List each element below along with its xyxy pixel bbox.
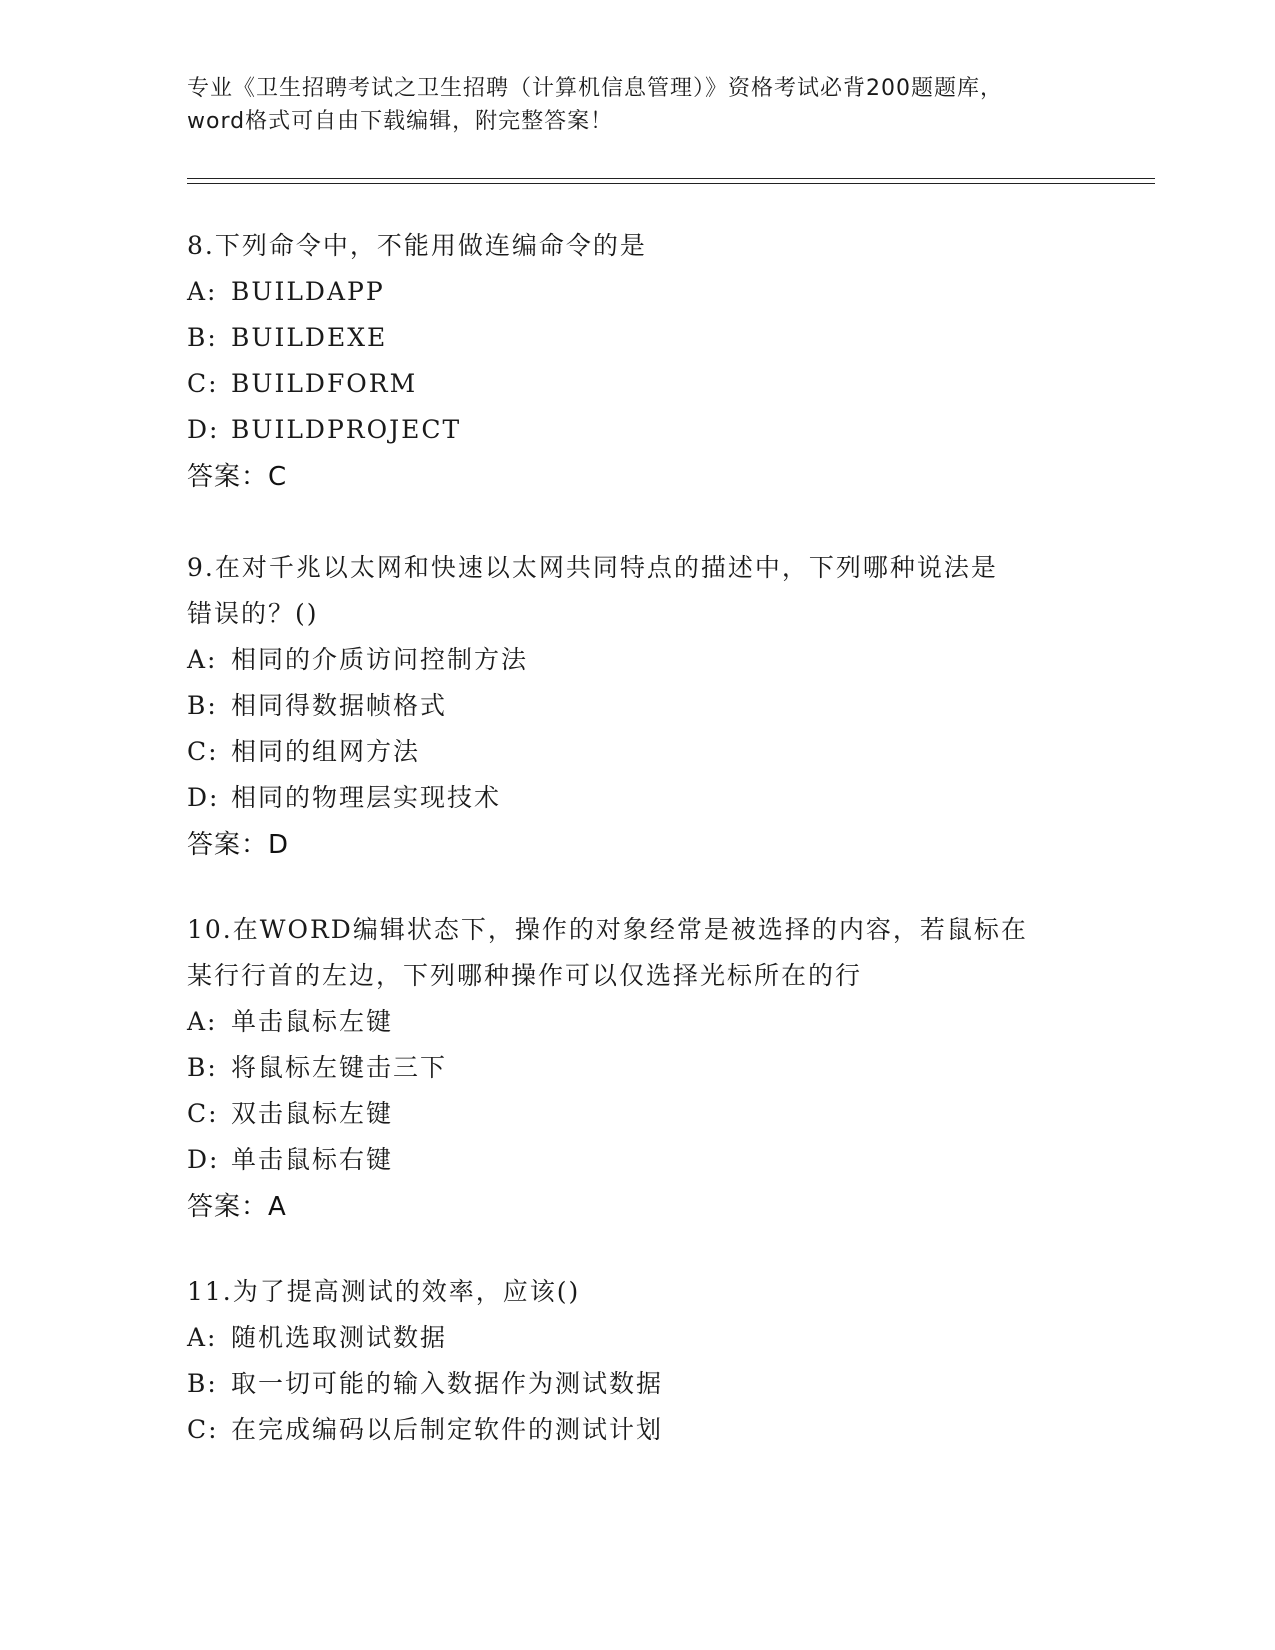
option-text: BUILDPROJECT: [231, 415, 462, 444]
question-10: [187, 914, 1087, 1224]
question-stem: 11.为了提高测试的效率，应该(): [187, 1277, 581, 1306]
option-text: BUILDEXE: [231, 323, 388, 352]
question-stem-continued: 某行行首的左边，下列哪种操作可以仅选择光标所在的行: [187, 961, 863, 990]
option-label: B:: [187, 691, 218, 720]
question-11: [187, 1276, 1087, 1460]
option-text: 在完成编码以后制定软件的测试计划: [231, 1415, 664, 1444]
option-c: [187, 368, 1087, 400]
option-a: [187, 1322, 1087, 1354]
option-label: A:: [187, 277, 218, 306]
option-text: 取一切可能的输入数据作为测试数据: [231, 1369, 664, 1398]
option-text: 相同的介质访问控制方法: [231, 645, 529, 674]
option-a: [187, 276, 1087, 308]
question-8: [187, 230, 1087, 494]
document-header: [187, 72, 1087, 138]
question-9: [187, 552, 1087, 862]
option-a: [187, 644, 1087, 676]
option-text: 相同的组网方法: [231, 737, 421, 766]
option-label: C:: [187, 1099, 219, 1128]
option-a: [187, 1006, 1087, 1038]
question-stem: 10.在WORD编辑状态下，操作的对象经常是被选择的内容，若鼠标在: [187, 915, 1028, 944]
option-label: A:: [187, 1323, 218, 1352]
option-text: 单击鼠标左键: [231, 1007, 394, 1036]
option-b: [187, 1052, 1087, 1084]
option-label: B:: [187, 1369, 218, 1398]
option-c: [187, 1098, 1087, 1130]
header-line-1: 专业《卫生招聘考试之卫生招聘（计算机信息管理）》资格考试必背200题题库，: [187, 76, 1003, 101]
option-label: D:: [187, 415, 220, 444]
option-d: [187, 782, 1087, 814]
option-d: [187, 1144, 1087, 1176]
answer: 答案：A: [187, 1192, 287, 1222]
option-b: [187, 1368, 1087, 1400]
option-c: [187, 1414, 1087, 1446]
answer: 答案：C: [187, 462, 288, 492]
option-d: [187, 414, 1087, 446]
option-b: [187, 690, 1087, 722]
option-label: D:: [187, 1145, 220, 1174]
option-text: 将鼠标左键击三下: [231, 1053, 448, 1082]
option-label: C:: [187, 369, 219, 398]
header-line-2: word格式可自由下载编辑，附完整答案！: [187, 109, 614, 134]
option-text: 随机选取测试数据: [231, 1323, 448, 1352]
question-stem: 9.在对千兆以太网和快速以太网共同特点的描述中，下列哪种说法是: [187, 553, 998, 582]
option-label: A:: [187, 645, 218, 674]
header-divider-top: [187, 178, 1155, 179]
option-b: [187, 322, 1087, 354]
option-text: BUILDFORM: [231, 369, 418, 398]
answer: 答案：D: [187, 830, 290, 860]
option-text: 双击鼠标左键: [231, 1099, 394, 1128]
header-divider-bottom: [187, 183, 1155, 184]
option-label: C:: [187, 737, 219, 766]
question-stem-continued: 错误的？(): [187, 599, 319, 628]
option-label: A:: [187, 1007, 218, 1036]
question-stem: 8.下列命令中，不能用做连编命令的是: [187, 231, 647, 260]
option-text: 相同的物理层实现技术: [231, 783, 502, 812]
option-text: 单击鼠标右键: [231, 1145, 394, 1174]
option-text: BUILDAPP: [231, 277, 385, 306]
option-label: D:: [187, 783, 220, 812]
option-label: B:: [187, 323, 218, 352]
option-c: [187, 736, 1087, 768]
option-label: B:: [187, 1053, 218, 1082]
option-label: C:: [187, 1415, 219, 1444]
option-text: 相同得数据帧格式: [231, 691, 448, 720]
